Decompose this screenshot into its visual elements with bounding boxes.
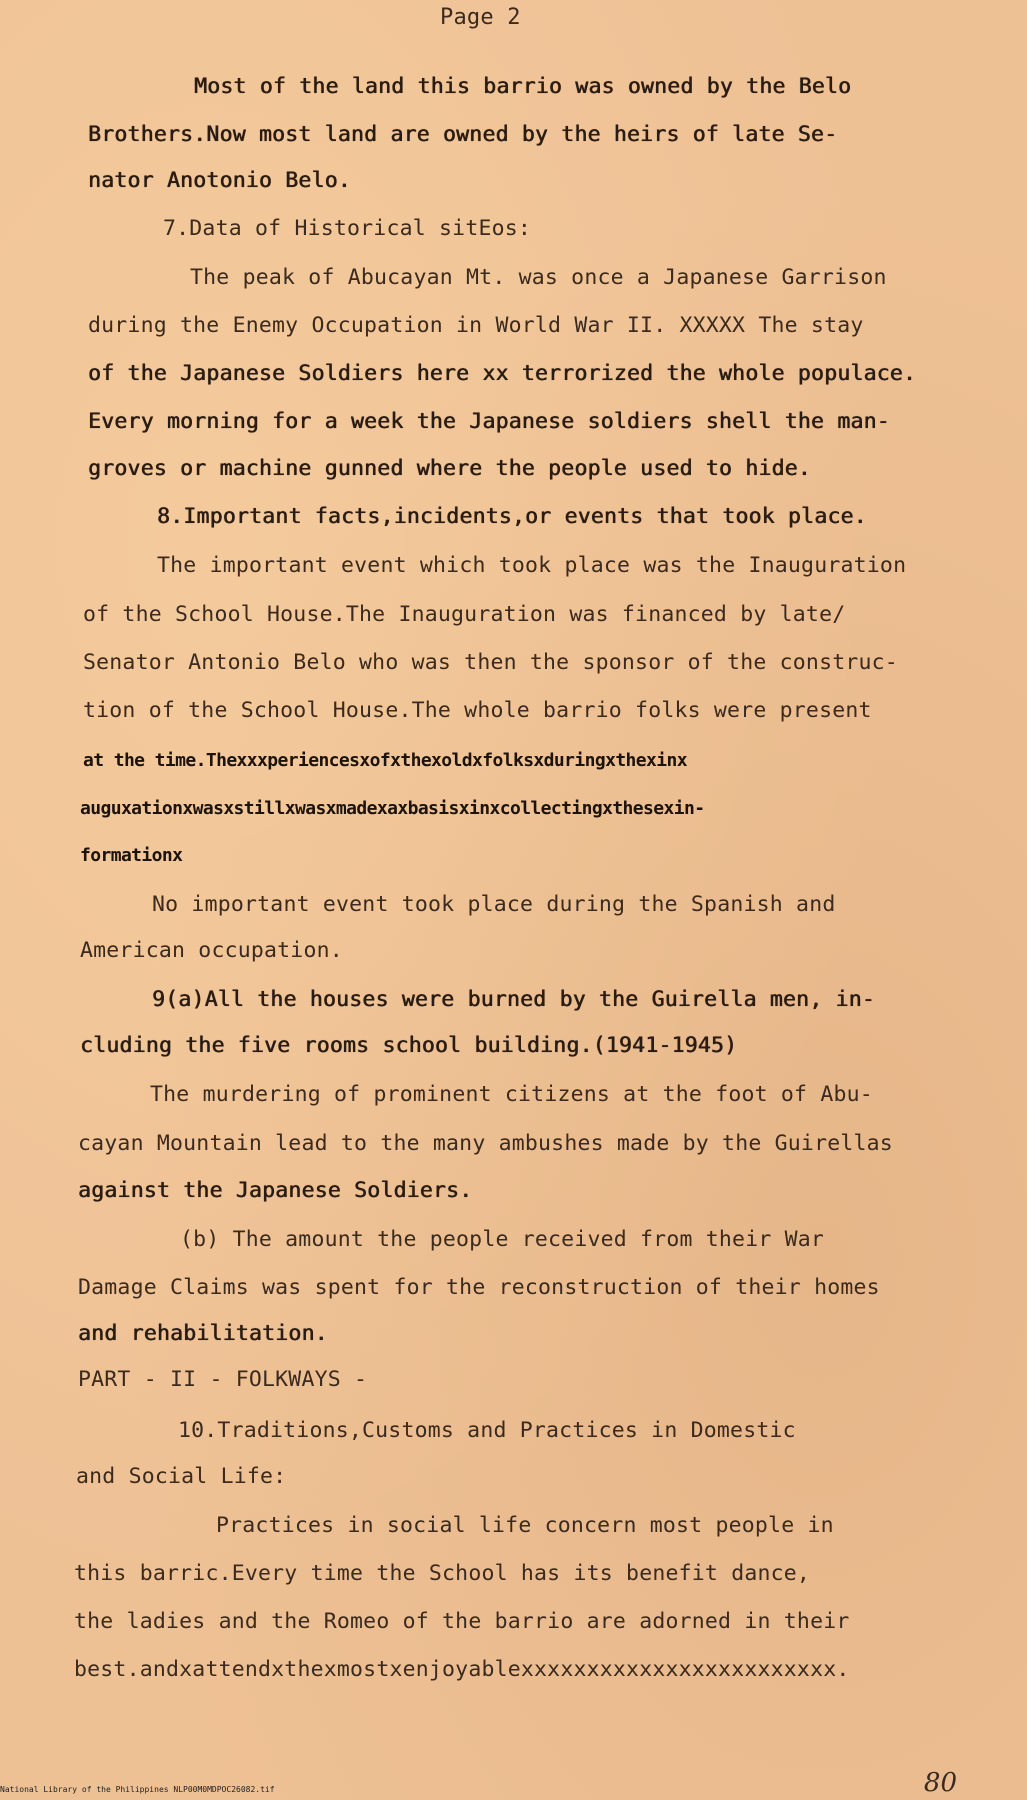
- text-line: No important event took place during the Spanish and: [152, 892, 836, 917]
- section-heading: 7.Data of Historical sitEos:: [163, 216, 532, 241]
- text-line: The murdering of prominent citizens at the foot of Abu-: [150, 1082, 873, 1107]
- page-header: Page 2: [440, 5, 521, 30]
- text-line: The peak of Abucayan Mt. was once a Japanese Garrison: [190, 265, 887, 290]
- section-heading: 9(a)All the houses were burned by the Guirella men, in-: [152, 987, 875, 1012]
- text-line: of the Japanese Soldiers here xx terrorized the whole populace.: [88, 361, 917, 386]
- text-line: Brothers.Now most land are owned by the heirs of late Se-: [88, 122, 838, 147]
- text-line: during the Enemy Occupation in World War II. XXXXX The stay: [88, 313, 864, 338]
- struck-line: at the time.Thexxxperiencesxofxthexoldxfolksxduringxthexinx: [83, 750, 687, 771]
- text-line: Every morning for a week the Japanese soldiers shell the man-: [88, 409, 890, 434]
- text-line: Damage Claims was spent for the reconstruction of their homes: [78, 1275, 880, 1300]
- text-line: nator Anotonio Belo.: [88, 168, 351, 193]
- struck-line: auguxationxwasxstillxwasxmadexaxbasisxinxcollectingxthesexin-: [80, 798, 705, 819]
- part-heading: PART - II - FOLKWAYS -: [78, 1367, 368, 1392]
- text-line: The important event which took place was the Inauguration: [157, 553, 907, 578]
- text-line: this barric.Every time the School has its benefit dance,: [74, 1561, 811, 1586]
- text-line: cayan Mountain lead to the many ambushes made by the Guirellas: [78, 1131, 893, 1156]
- text-line: Senator Antonio Belo who was then the sponsor of the construc-: [83, 650, 898, 675]
- text-line: American occupation.: [80, 938, 343, 963]
- text-line: and rehabilitation.: [78, 1321, 328, 1346]
- text-line: against the Japanese Soldiers.: [78, 1178, 473, 1203]
- text-line: Practices in social life concern most people in: [216, 1513, 834, 1538]
- struck-line: best.andxattendxthexmostxenjoyablexxxxxxxxxxxxxxxxxxxxxxxx.: [74, 1657, 850, 1682]
- text-line: (b) The amount the people received from their War: [180, 1227, 825, 1252]
- handwritten-page-number: 80: [923, 1768, 957, 1798]
- struck-line: formationx: [80, 845, 183, 866]
- text-line: tion of the School House.The whole barrio folks were present: [83, 698, 872, 723]
- text-line: groves or machine gunned where the people used to hide.: [88, 456, 811, 481]
- text-line: and Social Life:: [76, 1464, 287, 1489]
- text-line: the ladies and the Romeo of the barrio are adorned in their: [74, 1609, 850, 1634]
- archive-stamp: National Library of the Philippines NLP00M0MDPOC26082.tif: [0, 1785, 275, 1794]
- text-line: Most of the land this barrio was owned by the Belo: [194, 74, 852, 99]
- text-line: cluding the five rooms school building.(1941-1945): [80, 1033, 738, 1058]
- section-heading: 10.Traditions,Customs and Practices in Domestic: [178, 1418, 796, 1443]
- section-heading: 8.Important facts,incidents,or events that took place.: [157, 504, 867, 529]
- text-line: of the School House.The Inauguration was financed by late/: [83, 602, 846, 627]
